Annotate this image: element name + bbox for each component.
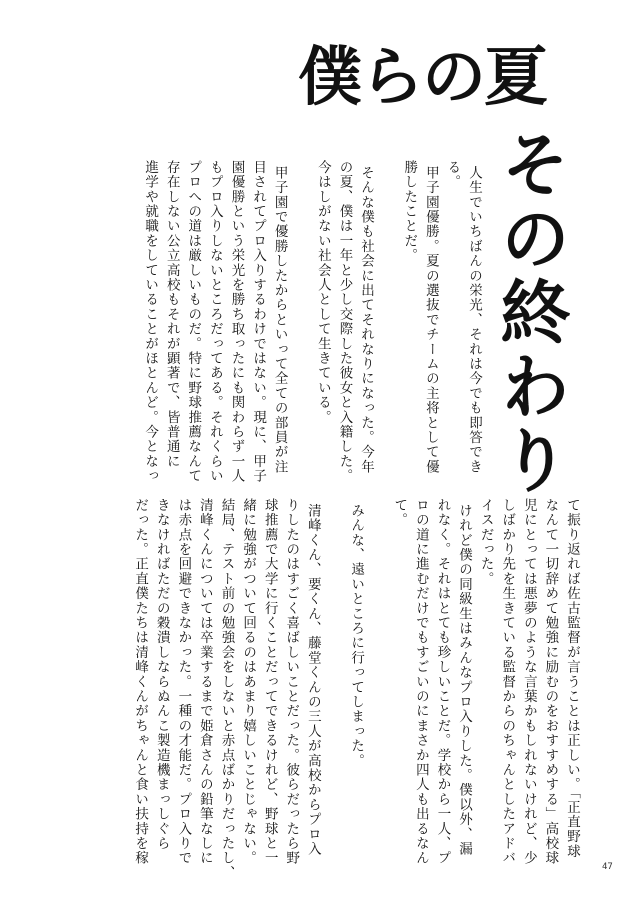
upper-text-block	[44, 160, 484, 484]
text-line: 勝したことだ。	[401, 160, 418, 263]
text-line: きなければただの穀潰しならぬんこ製造機まっしぐら	[153, 498, 170, 851]
text-line: プロへの道は厳しいものだ。特に野球推薦なんて	[185, 160, 202, 484]
text-line: 進学や就職をしていることがほとんど。今となっ	[142, 160, 159, 484]
text-line: 甲子園で優勝したからといって全ての部員が注	[271, 160, 288, 475]
text-line: もプロ入りしないところだってある。それくらい	[206, 160, 223, 484]
lower-text-block	[58, 498, 582, 881]
text-line: イスだった。	[477, 498, 494, 587]
text-line: て振り返れば佐古監督が言うことは正しい。「正直野球	[564, 498, 580, 859]
text-line: 甲子園優勝。夏の選抜でチームの主将として優	[422, 160, 439, 475]
text-line	[376, 160, 398, 480]
text-line: 緒に勉強がついて回るのはあまり嬉しいことじゃない。	[240, 498, 257, 866]
page-number: 47	[602, 862, 613, 872]
text-line: だった。正直僕たちは清峰くんがちゃんと食い扶持を稼	[132, 498, 149, 866]
text-line: は赤点を回避できなかった。一種の才能だ。プロ入りで	[175, 498, 192, 866]
text-line: て。	[391, 498, 408, 528]
text-line: 目されてプロ入りするわけではない。現に、甲子	[250, 160, 267, 484]
text-line: しばかり先を生きている監督からのちゃんとしたアドバ	[499, 498, 516, 866]
text-line: 児にとっては悪夢のような言葉かもしれないけれど、少	[520, 498, 537, 866]
text-line	[366, 498, 388, 858]
text-line	[323, 498, 345, 858]
text-line: みんな、遠いところに行ってしまった。	[348, 498, 365, 769]
text-line: ロの道に進むだけでもすごいのにまさか四人も出るなん	[412, 498, 429, 866]
text-line: りしたのはすごく喜ばしいことだった。彼らだったら野	[283, 498, 300, 866]
text-line: けれど僕の同級生はみんなプロ入りした。僕以外、漏	[456, 498, 473, 857]
text-line: 園優勝という栄光を勝ち取ったにも関わらず一人	[228, 160, 245, 484]
text-line: なんて一切辞めて勉強に励むのをおすすめする」高校球	[542, 498, 559, 866]
text-line: 球推薦で大学に行くことだってできるけれど、野球と一	[261, 498, 278, 866]
title-line-2: その終わり	[489, 128, 572, 498]
text-line: れなく。それはとても珍しいことだ。学校から一人、プ	[434, 498, 451, 866]
text-line: 今はしがない社会人として生きている。	[314, 160, 331, 425]
title-line-1: 僕らの夏	[298, 40, 546, 115]
text-line: 人生でいちばんの栄光、それは今でも即答でき	[466, 160, 482, 475]
text-line	[290, 160, 312, 480]
text-line: の夏、僕は一年と少し交際した彼女と入籍した。	[336, 160, 353, 484]
text-line: 存在しない公立高校もそれが顕著で、皆普通に	[163, 160, 180, 469]
text-line: る。	[444, 160, 461, 190]
text-line: 結局、テスト前の勉強会をしないと赤点ばかりだったし、	[218, 498, 235, 881]
text-line: そんな僕も社会に出てそれなりになった。今年	[358, 160, 375, 475]
text-line: 清峰くん、要くん、藤堂くんの三人が高校からプロ入	[304, 498, 321, 857]
text-line: 清峰くんについては卒業するまで姫倉さんの鉛筆なしに	[196, 498, 213, 866]
